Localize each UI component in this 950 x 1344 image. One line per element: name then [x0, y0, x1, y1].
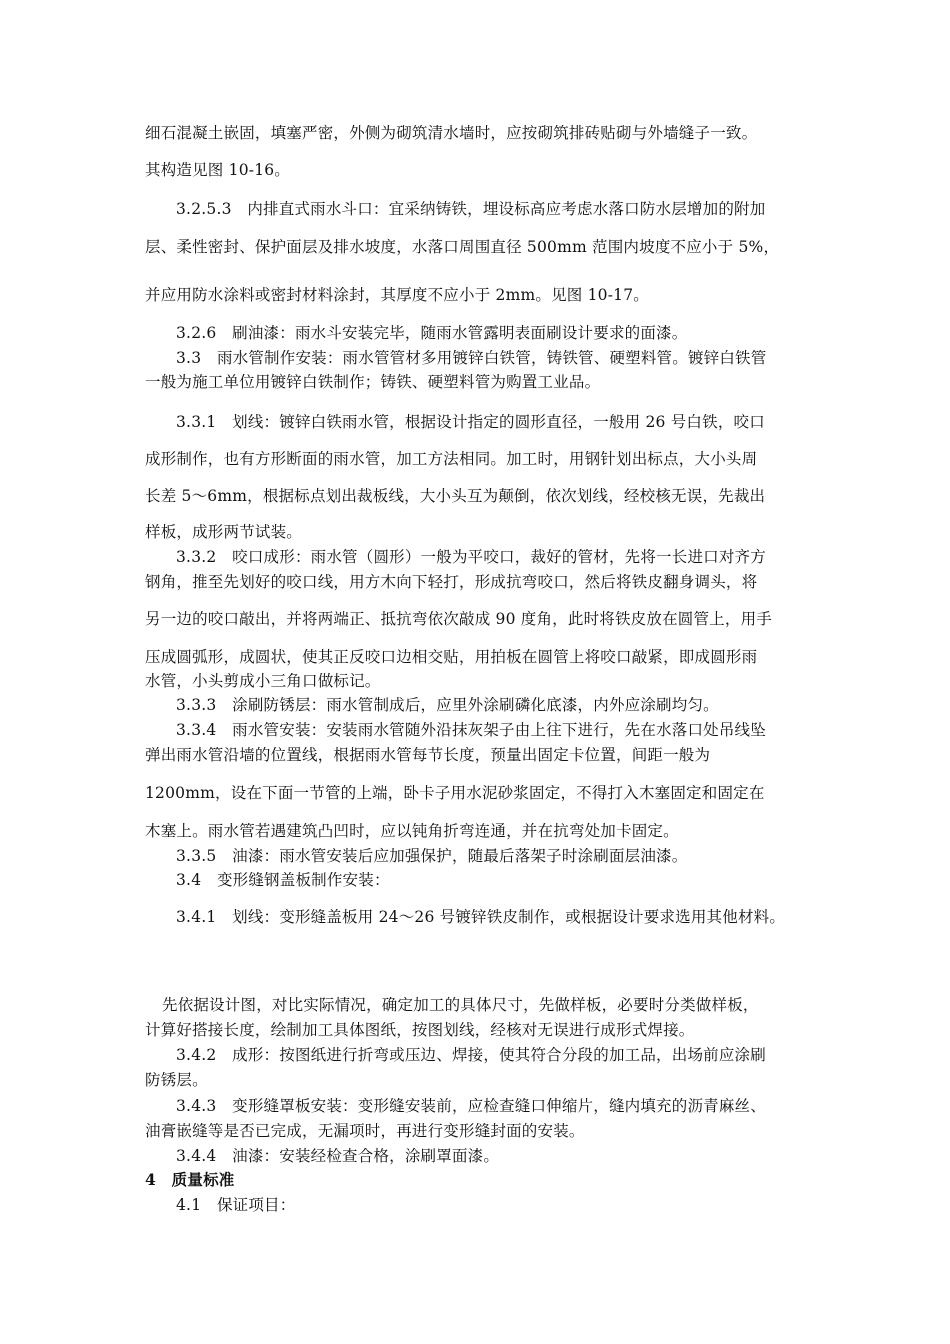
- text-line: 钢角，推至先划好的咬口线，用方木向下轻打，形成抗弯咬口，然后将铁皮翻身调头，将: [145, 573, 758, 591]
- text-line: 水管，小头剪成小三角口做标记。: [145, 672, 381, 690]
- text-line: 油膏嵌缝等是否已完成，无漏项时，再进行变形缝封面的安装。: [145, 1122, 585, 1140]
- text-line: 3.4 变形缝钢盖板制作安装：: [176, 871, 390, 889]
- text-line: 防锈层。: [145, 1071, 208, 1089]
- text-line: 3.4.2 成形：按图纸进行折弯或压边、焊接，使其符合分段的加工品，出场前应涂刷: [176, 1046, 766, 1064]
- text-line: 3.2.6 刷油漆：雨水斗安装完毕，随雨水管露明表面刷设计要求的面漆。: [176, 324, 688, 342]
- text-line: 1200mm，设在下面一节管的上端，卧卡子用水泥砂浆固定，不得打入木塞固定和固定在: [145, 784, 765, 802]
- text-line: 3.3.5 油漆：雨水管安装后应加强保护，随最后落架子时涂刷面层油漆。: [176, 847, 688, 865]
- text-line: 3.3 雨水管制作安装：雨水管管材多用镀锌白铁管，铸铁管、硬塑料管。镀锌白铁管: [176, 349, 767, 367]
- section-heading: 4 质量标准: [145, 1170, 235, 1189]
- text-line: 细石混凝土嵌固，填塞严密，外侧为砌筑清水墙时，应按砌筑排砖贴砌与外墙缝子一致。: [145, 124, 758, 142]
- text-line: 压成圆弧形，成圆状，使其正反咬口边相交贴，用拍板在圆管上将咬口敲紧，即成圆形雨: [145, 648, 758, 666]
- text-line: 4.1 保证项目：: [176, 1196, 296, 1214]
- text-line: 样板，成形两节试装。: [145, 523, 303, 541]
- text-line: 长差 5～6mm，根据标点划出裁板线，大小头互为颠倒，依次划线，经校核无误，先裁出: [145, 487, 766, 505]
- text-line: 3.4.3 变形缝罩板安装：变形缝安装前，应检查缝口伸缩片，缝内填充的沥青麻丝、: [176, 1097, 766, 1115]
- text-line: 计算好搭接长度，绘制加工具体图纸，按图划线，经核对无误进行成形式焊接。: [145, 1021, 695, 1039]
- text-line: 其构造见图 10-16。: [145, 161, 291, 179]
- text-line: 3.4.4 油漆：安装经检查合格，涂刷罩面漆。: [176, 1147, 500, 1165]
- text-line: 先依据设计图，对比实际情况，确定加工的具体尺寸，先做样板，必要时分类做样板，: [162, 996, 759, 1014]
- text-line: 3.3.2 咬口成形：雨水管（圆形）一般为平咬口，裁好的管材，先将一长进口对齐方: [176, 548, 766, 566]
- text-line: 另一边的咬口敲出，并将两端正、抵抗弯依次敲成 90 度角，此时将铁皮放在圆管上，用手: [145, 610, 772, 628]
- text-line: 3.3.3 涂刷防锈层：雨水管制成后，应里外涂刷磷化底漆，内外应涂刷均匀。: [176, 696, 719, 714]
- text-line: 弹出雨水管沿墙的位置线，根据雨水管每节长度，预量出固定卡位置，间距一般为: [145, 746, 711, 764]
- text-line: 3.4.1 划线：变形缝盖板用 24～26 号镀锌铁皮制作，或根据设计要求选用其他材料。: [176, 908, 786, 926]
- text-line: 一般为施工单位用镀锌白铁制作；铸铁、硬塑料管为购置工业品。: [145, 373, 601, 391]
- text-line: 木塞上。雨水管若遇建筑凸凹时，应以钝角折弯连通，并在抗弯处加卡固定。: [145, 822, 679, 840]
- text-line: 层、柔性密封、保护面层及排水坡度，水落口周围直径 500mm 范围内坡度不应小于 5%，: [145, 238, 780, 256]
- text-line: 3.3.4 雨水管安装：安装雨水管随外沿抹灰架子由上往下进行，先在水落口处吊线坠: [176, 721, 766, 739]
- text-line: 并应用防水涂料或密封材料涂封，其厚度不应小于 2mm。见图 10-17。: [145, 286, 649, 304]
- text-line: 成形制作，也有方形断面的雨水管，加工方法相同。加工时，用钢针划出标点，大小头周: [145, 450, 758, 468]
- text-line: 3.2.5.3 内排直式雨水斗口：宜采纳铸铁，埋设标高应考虑水落口防水层增加的附加: [176, 200, 766, 218]
- text-line: 3.3.1 划线：镀锌白铁雨水管，根据设计指定的圆形直径，一般用 26 号白铁，咬口: [176, 413, 765, 431]
